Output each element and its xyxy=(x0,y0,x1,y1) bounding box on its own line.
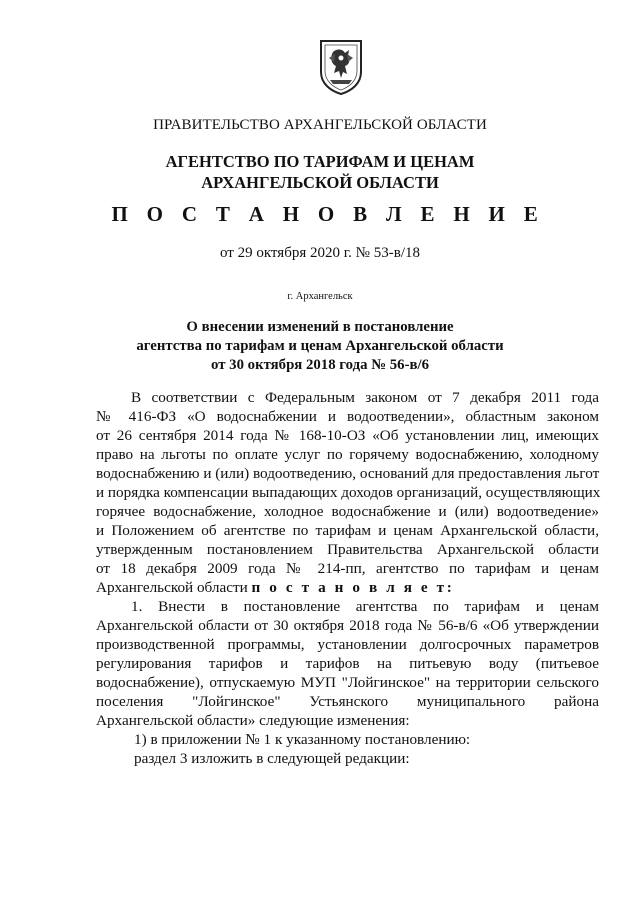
paragraph-line: и порядка компенсации выпадающих доходов организаций, осуществляющих xyxy=(96,484,601,501)
paragraph-line: Архангельской области от 30 октября 2018 года № 56-в/6 «Об утверждении xyxy=(96,617,599,634)
paragraph-line-text: Архангельской области xyxy=(96,579,248,596)
paragraph-line: Архангельской области» следующие изменения: xyxy=(96,712,410,729)
heading-line2: агентства по тарифам и ценам Архангельской области xyxy=(136,338,504,354)
paragraph-line: от 18 декабря 2009 года № 214-пп, агентство по тарифам и ценам xyxy=(96,560,599,577)
government-name: ПРАВИТЕЛЬСТВО АРХАНГЕЛЬСКОЙ ОБЛАСТИ xyxy=(153,117,487,133)
paragraph-line: производственной программы, установлении долгосрочных параметров xyxy=(96,636,599,653)
document-type: П О С Т А Н О В Л Е Н И Е xyxy=(111,202,545,226)
paragraph-line: 1. Внести в постановление агентства по тарифам и ценам xyxy=(131,598,599,615)
coat-of-arms-icon xyxy=(318,38,364,96)
paragraph-line: водоснабжение), отпускаемую МУП "Лойгинское" на территории сельского xyxy=(96,674,599,691)
decree-word: п о с т а н о в л я е т: xyxy=(251,579,455,596)
agency-name-line1: АГЕНТСТВО ПО ТАРИФАМ И ЦЕНАМ xyxy=(165,152,475,171)
paragraph-line: № 416-ФЗ «О водоснабжении и водоотведении», областным законом xyxy=(96,408,599,425)
paragraph-line: горячее водоснабжение, холодное водоснабжение и (или) водоотведение» xyxy=(96,503,599,520)
document-heading xyxy=(0,318,640,375)
list-item: раздел 3 изложить в следующей редакции: xyxy=(134,750,410,767)
date-number: от 29 октября 2020 г. № 53-в/18 xyxy=(219,245,420,261)
paragraph-line: поселения "Лойгинское" Устьянского муниципального района xyxy=(96,693,599,710)
agency-name xyxy=(0,151,640,193)
agency-name-line2: АРХАНГЕЛЬСКОЙ ОБЛАСТИ xyxy=(201,173,439,192)
paragraph-line xyxy=(96,579,599,597)
paragraph-line: водоснабжению и (или) водоотведению, оснований для предоставления льгот xyxy=(96,465,600,482)
paragraph-line: право на льготы по оплате услуг по горячему водоснабжению, холодному xyxy=(96,446,599,463)
paragraph-line: регулирования тарифов и тарифов на питьевую воду (питьевое xyxy=(96,655,599,672)
paragraph-line: и Положением об агентстве по тарифам и ценам Архангельской области, xyxy=(96,522,599,539)
city: г. Архангельск xyxy=(287,291,353,302)
heading-line1: О внесении изменений в постановление xyxy=(186,319,454,335)
heading-line3: от 30 октября 2018 года № 56-в/6 xyxy=(211,357,429,373)
paragraph-line: утвержденным постановлением Правительства Архангельской области xyxy=(96,541,599,558)
paragraph-line: В соответствии с Федеральным законом от 7 декабря 2011 года xyxy=(131,389,599,406)
list-item: 1) в приложении № 1 к указанному постановлению: xyxy=(134,731,471,748)
paragraph-line: от 26 сентября 2014 года № 168-10-ОЗ «Об установлении лиц, имеющих xyxy=(96,427,599,444)
